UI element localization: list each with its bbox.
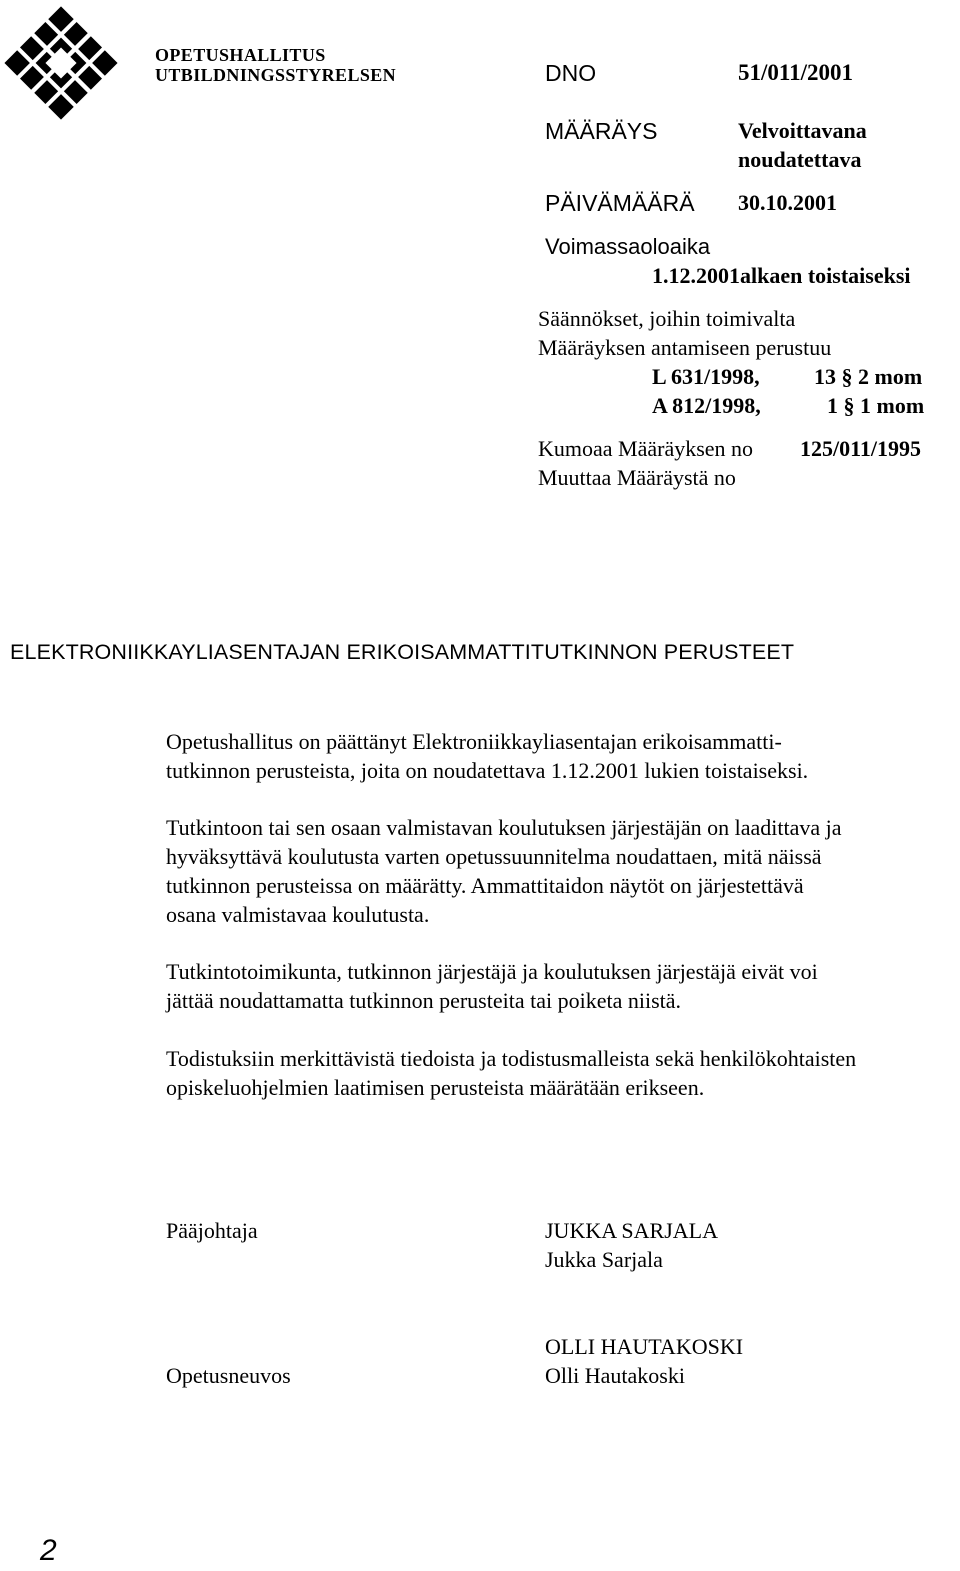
document-title: ELEKTRONIIKKAYLIASENTAJAN ERIKOISAMMATTITUTKINNON PERUSTEET xyxy=(10,640,795,664)
diamond-lattice-logo-icon xyxy=(0,2,122,124)
paragraph-line: jättää noudattamatta tutkinnon perusteita tai poiketa niistä. xyxy=(166,988,682,1013)
regulation-2-moment: 1 mom xyxy=(860,393,925,418)
signatory-1-title: Pääjohtaja xyxy=(166,1218,258,1243)
organization-name-sv: UTBILDNINGSSTYRELSEN xyxy=(155,65,397,85)
paragraph-line: Tutkintoon tai sen osaan valmistavan koulutuksen järjestäjän on laadittava ja xyxy=(166,815,842,840)
regulation-1-section xyxy=(814,364,922,390)
paragraph-line: Opetushallitus on päättänyt Elektroniikkayliasentajan erikoisammatti- xyxy=(166,729,782,754)
regulations-basis-line1: Säännökset, joihin toimivalta xyxy=(538,306,796,331)
paragraph-line: osana valmistavaa koulutusta. xyxy=(166,902,430,927)
regulations-basis-line2: Määräyksen antamiseen perustuu xyxy=(538,335,832,360)
paragraph-line: tutkinnon perusteissa on määrätty. Ammattitaidon näytöt on järjestettävä xyxy=(166,873,804,898)
date-label: PÄIVÄMÄÄRÄ xyxy=(545,190,695,216)
paragraph-line: opiskeluohjelmien laatimisen perusteista määrätään erikseen. xyxy=(166,1075,705,1100)
regulation-1-law: L 631/1998, xyxy=(652,364,760,389)
page-number: 2 xyxy=(40,1534,57,1567)
paragraph-decision xyxy=(166,727,808,785)
regulation-1-section-number: 13 xyxy=(814,364,836,389)
paragraph-line: Todistuksiin merkittävistä tiedoista ja todistusmalleista sekä henkilökohtaisten xyxy=(166,1046,857,1071)
section-sign-icon: § xyxy=(841,364,853,389)
regulation-2-law: A 812/1998, xyxy=(652,393,761,418)
signatory-2-title: Opetusneuvos xyxy=(166,1363,291,1388)
paragraph-line: tutkinnon perusteista, joita on noudatettava 1.12.2001 lukien toistaiseksi. xyxy=(166,758,809,783)
paragraph-certificates xyxy=(166,1044,856,1102)
repeals-value: 125/011/1995 xyxy=(800,436,922,461)
repeals-label: Kumoaa Määräyksen no xyxy=(538,436,754,461)
paragraph-line: Tutkintotoimikunta, tutkinnon järjestäjä ja koulutuksen järjestäjä eivät voi xyxy=(166,959,818,984)
regulation-2-section-number: 1 xyxy=(827,393,838,418)
paragraph-line: hyväksyttävä koulutusta varten opetussuunnitelma noudattaen, mitä näissä xyxy=(166,844,822,869)
date-value: 30.10.2001 xyxy=(738,190,837,215)
signatory-1-name-upper: JUKKA SARJALA xyxy=(545,1218,718,1243)
section-sign-icon: § xyxy=(843,393,855,418)
regulation-1-moment: 2 mom xyxy=(858,364,923,389)
validity-value: 1.12.2001alkaen toistaiseksi xyxy=(652,263,911,288)
regulation-2-section xyxy=(827,393,924,419)
paragraph-curriculum xyxy=(166,813,842,929)
amends-label: Muuttaa Määräystä no xyxy=(538,465,736,490)
signatory-2-name: Olli Hautakoski xyxy=(545,1363,685,1388)
paragraph-obligation xyxy=(166,957,818,1015)
maarays-value-line2: noudatettava xyxy=(738,147,862,172)
signatory-2-name-upper: OLLI HAUTAKOSKI xyxy=(545,1334,744,1359)
maarays-value-line1: Velvoittavana xyxy=(738,118,867,143)
signatory-1-name: Jukka Sarjala xyxy=(545,1247,663,1272)
maarays-label: MÄÄRÄYS xyxy=(545,118,658,144)
validity-label: Voimassaoloaika xyxy=(545,234,711,259)
dno-value: 51/011/2001 xyxy=(738,60,854,85)
dno-label: DNO xyxy=(545,60,597,86)
organization-name-fi: OPETUSHALLITUS xyxy=(155,45,326,65)
